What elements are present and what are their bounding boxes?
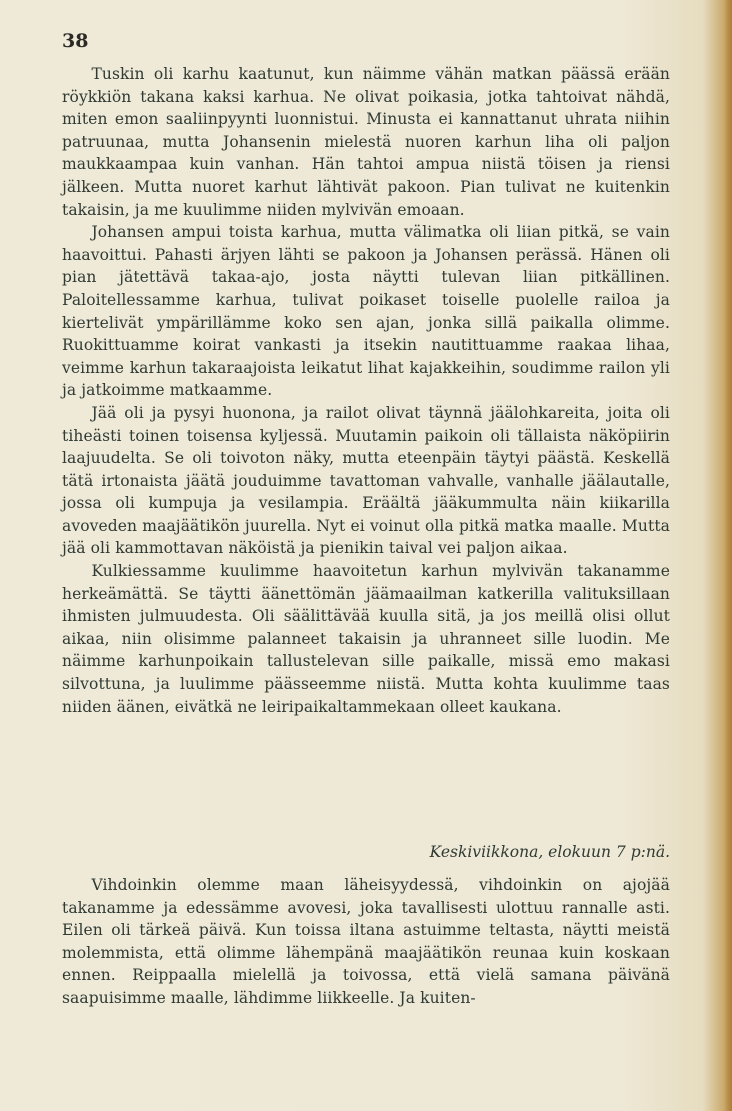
paragraph: Tuskin oli karhu kaatunut, kun näimme vähän matkan päässä erään röykkiön takana kaksi karhua. Ne olivat poikasia, jotka tahtoivat nähdä, miten emon saaliinpyynti luonnistui. Minusta ei kannattanut uhrata niihin patruunaa, mutta Johansenin mielestä nuoren karhun liha oli paljon maukkaampaa kuin vanhan. Hän tahtoi ampua niistä töisen ja riensi jälkeen. Mutta nuoret karhut lähtivät pakoon. Pian tulivat ne kuitenkin takaisin, ja me kuulimme niiden mylvivän emoaan. [62,65,670,219]
paragraph: Jää oli ja pysyi huonona, ja railot olivat täynnä jäälohkareita, joita oli tiheästi toinen toisensa kyljessä. Muutamin paikoin oli tällaista näköpiirin laajuudelta. Se oli toivoton näky, mutta eteenpäin täytyi päästä. Keskellä tätä irtonaista jäätä jouduimme tavattoman vahvalle, vanhalle jäälautalle, jossa oli kumpuja ja vesilampia. Eräältä jääkummulta näin kiikarilla avoveden maajäätikön juurella. Nyt ei voinut olla pitkä matka maalle. Mutta jää oli kammottavan näköistä ja pienikin taival vei paljon aikaa. [62,403,670,558]
text-block-main [62,63,670,718]
text-block-diary-entry [62,874,670,1010]
diary-dateline: Keskiviikkona, elokuun 7 p:nä. [429,843,670,861]
paragraph: Kulkiessamme kuulimme haavoitetun karhun mylvivän takanamme herkeämättä. Se täytti äänettömän jäämaailman katkerilla valituksillaan ihmisten julmuudesta. Oli säälittävää kuulla sitä, ja jos meillä olisi ollut aikaa, niin olisimme palanneet takaisin ja uhranneet sille luodin. Me näimme karhunpoikain tallustelevan sille paikalle, missä emo makasi silvottuna, ja luulimme päässeemme niistä. Mutta kohta kuulimme taas niiden äänen, eivätkä ne leiripaikaltammekaan olleet kaukana. [62,562,670,716]
paragraph: Vihdoinkin olemme maan läheisyydessä, vihdoinkin on ajojää takanamme ja edessämme avovesi, joka tavallisesti ulottuu rannalle asti. Eilen oli tärkeä päivä. Kun toissa iltana astuimme teltasta, näytti meistä molemmista, että olimme lähempänä maajäätikön reunaa kuin koskaan ennen. Reippaalla mielellä ja toivossa, että vielä samana päivänä saapuisimme maalle, lähdimme liikkeelle. Ja kuiten- [62,876,670,1007]
paragraph: Johansen ampui toista karhua, mutta välimatka oli liian pitkä, se vain haavoittui. Pahasti ärjyen lähti se pakoon ja Johansen perässä. Hänen oli pian jätettävä takaa-ajo, josta näytti tulevan liian pitkällinen. Paloitellessamme karhua, tulivat poikaset toiselle puolelle railoa ja kiertelivät ympärillämme koko sen ajan, jonka sillä paikalla olimme. Ruokittuamme koirat vankasti ja itsekin nautittuamme raakaa lihaa, veimme karhun takaraajoista leikatut lihat kajakkeihin, soudimme railon yli ja jatkoimme matkaamme. [62,223,670,400]
page-number: 38 [62,30,89,52]
page-edge-shadow [724,0,732,1111]
